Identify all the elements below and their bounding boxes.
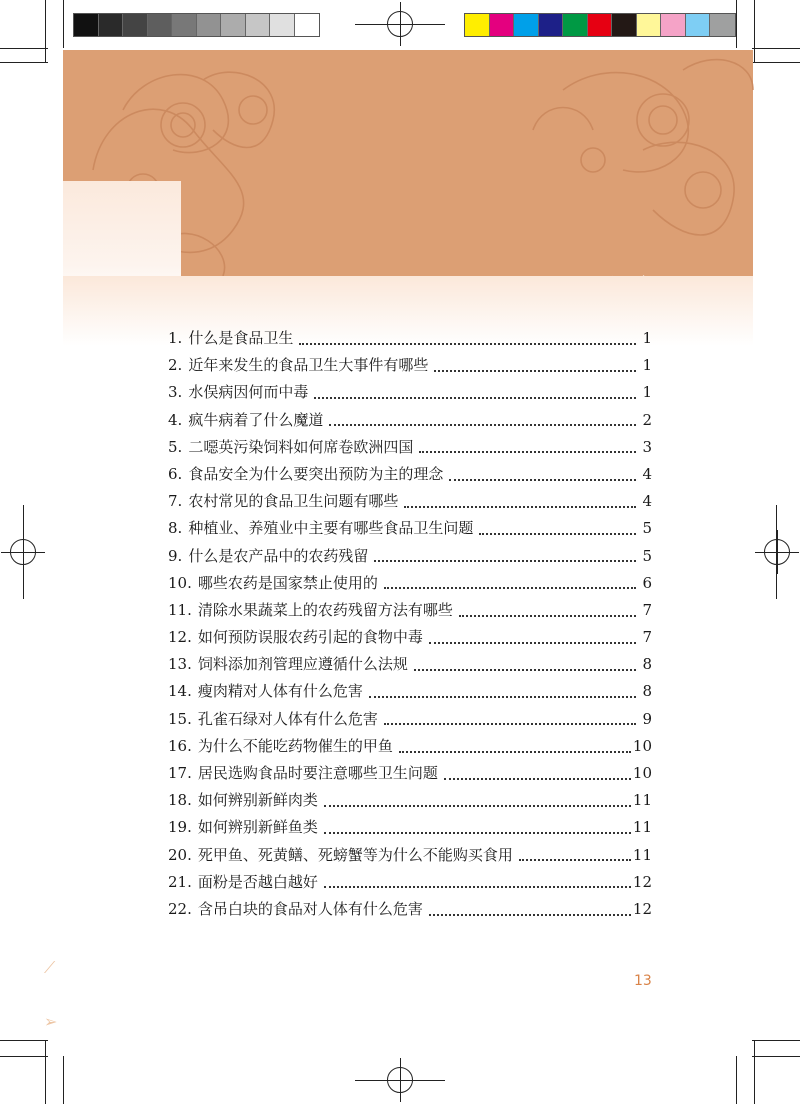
toc-entry[interactable] [168, 599, 652, 626]
toc-entry-title: 什么是农产品中的农药残留 [188, 546, 369, 565]
toc-entry-title: 孔雀石绿对人体有什么危害 [197, 709, 378, 728]
toc-entry-number: 9. [168, 546, 183, 565]
toc-entry-page: 10 [632, 736, 652, 755]
color-swatch [99, 14, 124, 36]
toc-entry-title: 如何辨别新鲜鱼类 [197, 818, 318, 837]
crop-mark [45, 0, 46, 62]
toc-leader-dots [519, 851, 631, 861]
toc-entry-page: 2 [642, 410, 652, 429]
toc-entry-title: 瘦肉精对人体有什么危害 [197, 682, 363, 701]
toc-entry[interactable] [168, 708, 652, 735]
toc-entry[interactable] [168, 626, 652, 653]
toc-leader-dots [299, 334, 636, 344]
color-swatch [246, 14, 271, 36]
toc-entry[interactable] [168, 898, 652, 925]
color-swatch [588, 14, 613, 36]
toc-entry-number: 13. [168, 655, 192, 674]
toc-entry-page: 4 [642, 492, 652, 511]
color-swatch [270, 14, 295, 36]
toc-entry[interactable] [168, 680, 652, 707]
color-swatch [148, 14, 173, 36]
color-swatch [295, 14, 320, 36]
color-swatch [514, 14, 539, 36]
crop-mark [0, 1056, 48, 1057]
toc-entry-page: 3 [642, 437, 652, 456]
toc-entry[interactable] [168, 844, 652, 871]
toc-leader-dots [404, 498, 636, 508]
toc-leader-dots [384, 579, 636, 589]
toc-leader-dots [429, 905, 631, 915]
toc-entry-number: 4. [168, 410, 183, 429]
toc-leader-dots [399, 742, 631, 752]
crop-mark [736, 0, 737, 48]
color-swatch [612, 14, 637, 36]
toc-entry-number: 10. [168, 573, 192, 592]
leaf-decoration-icon: ⟋ [44, 958, 56, 977]
crop-mark [0, 62, 48, 63]
toc-entry-title: 饲料添加剂管理应遵循什么法规 [197, 655, 408, 674]
color-swatch [563, 14, 588, 36]
crop-mark [752, 48, 800, 49]
toc-entry-number: 3. [168, 383, 183, 402]
toc-entry-title: 如何预防误服农药引起的食物中毒 [197, 628, 423, 647]
toc-entry-number: 20. [168, 845, 192, 864]
toc-entry-number: 19. [168, 818, 192, 837]
toc-entry-page: 1 [642, 329, 652, 347]
color-swatch [221, 14, 246, 36]
crop-mark [754, 1040, 755, 1104]
toc-entry-title: 如何辨别新鲜肉类 [197, 791, 318, 810]
toc-entry-title: 清除水果蔬菜上的农药残留方法有哪些 [197, 600, 453, 619]
toc-leader-dots [369, 688, 636, 698]
toc-entry-number: 7. [168, 492, 183, 511]
toc-entry-page: 9 [642, 709, 652, 728]
toc-entry[interactable] [168, 653, 652, 680]
toc-leader-dots [324, 797, 631, 807]
color-swatch [465, 14, 490, 36]
toc-entry-page: 11 [632, 791, 652, 810]
page-number: 13 [634, 973, 652, 989]
toc-entry-number: 11. [168, 600, 192, 619]
crop-mark [752, 62, 800, 63]
toc-entry-title: 农村常见的食品卫生问题有哪些 [188, 492, 399, 511]
color-swatch [74, 14, 99, 36]
toc-entry-page: 7 [642, 628, 652, 647]
toc-entry-number: 6. [168, 464, 183, 483]
table-of-contents [168, 327, 652, 925]
crop-mark [63, 1056, 64, 1104]
crop-mark [0, 1040, 48, 1041]
toc-leader-dots [324, 878, 631, 888]
toc-leader-dots [374, 552, 636, 562]
toc-entry-title: 哪些农药是国家禁止使用的 [197, 573, 378, 592]
toc-entry-page: 7 [642, 600, 652, 619]
toc-leader-dots [444, 769, 631, 779]
toc-entry-page: 11 [632, 818, 652, 837]
toc-entry-page: 1 [642, 356, 652, 375]
toc-entry-number: 15. [168, 709, 192, 728]
toc-entry-page: 5 [642, 519, 652, 538]
crop-mark [355, 24, 445, 25]
toc-entry-title: 面粉是否越白越好 [197, 872, 318, 891]
crop-mark [355, 1080, 445, 1081]
toc-entry[interactable] [168, 490, 652, 517]
color-swatch [123, 14, 148, 36]
toc-entry-number: 14. [168, 682, 192, 701]
leaf-decoration-icon: ➢ [44, 1012, 58, 1031]
toc-entry-title: 近年来发生的食品卫生大事件有哪些 [188, 356, 429, 375]
toc-entry-page: 12 [632, 899, 652, 918]
crop-mark [45, 1040, 46, 1104]
toc-entry-page: 8 [642, 682, 652, 701]
toc-leader-dots [449, 470, 636, 480]
color-swatch [172, 14, 197, 36]
toc-entry[interactable] [168, 789, 652, 816]
color-swatch [539, 14, 564, 36]
toc-entry-page: 1 [642, 383, 652, 402]
toc-entry[interactable] [168, 762, 652, 789]
toc-entry-page: 5 [642, 546, 652, 565]
color-swatch [197, 14, 222, 36]
toc-entry-number: 5. [168, 437, 183, 456]
toc-entry[interactable] [168, 735, 652, 762]
color-swatch [686, 14, 711, 36]
crop-mark [0, 48, 48, 49]
toc-entry[interactable] [168, 545, 652, 572]
toc-entry[interactable] [168, 816, 652, 843]
toc-entry-page: 11 [632, 845, 652, 864]
toc-entry-number: 17. [168, 764, 192, 782]
toc-entry-number: 16. [168, 736, 192, 755]
toc-entry-title: 水俣病因何而中毒 [188, 383, 309, 402]
toc-entry-title: 食品安全为什么要突出预防为主的理念 [188, 464, 444, 483]
crop-mark [23, 505, 24, 599]
toc-entry[interactable] [168, 463, 652, 490]
toc-entry-page: 6 [642, 573, 652, 592]
toc-leader-dots [314, 389, 636, 399]
grayscale-bar [73, 13, 320, 37]
toc-entry-number: 2. [168, 356, 183, 375]
toc-entry-title: 死甲鱼、死黄鳝、死螃蟹等为什么不能购买食用 [197, 845, 513, 864]
toc-leader-dots [479, 525, 636, 535]
toc-entry-title: 疯牛病着了什么魔道 [188, 410, 324, 429]
toc-entry-number: 22. [168, 899, 192, 918]
toc-leader-dots [329, 416, 636, 426]
color-swatch [490, 14, 515, 36]
color-swatch [637, 14, 662, 36]
toc-entry-title: 什么是食品卫生 [188, 329, 294, 347]
toc-entry[interactable] [168, 354, 652, 381]
toc-leader-dots [414, 661, 636, 671]
toc-entry-number: 12. [168, 628, 192, 647]
crop-mark [752, 1056, 800, 1057]
toc-leader-dots [419, 443, 636, 453]
color-swatch [661, 14, 686, 36]
toc-entry[interactable] [168, 871, 652, 898]
toc-entry-title: 居民选购食品时要注意哪些卫生问题 [197, 764, 438, 782]
crop-mark [736, 1056, 737, 1104]
toc-entry[interactable] [168, 381, 652, 408]
toc-entry-title: 二噁英污染饲料如何席卷欧洲四国 [188, 437, 414, 456]
toc-entry-page: 4 [642, 464, 652, 483]
toc-entry-title: 为什么不能吃药物催生的甲鱼 [197, 736, 393, 755]
toc-entry[interactable] [168, 436, 652, 463]
color-bar [464, 13, 736, 37]
toc-entry[interactable] [168, 517, 652, 544]
toc-entry-title: 种植业、养殖业中主要有哪些食品卫生问题 [188, 519, 474, 538]
crop-mark [752, 1040, 800, 1041]
toc-leader-dots [324, 824, 631, 834]
toc-leader-dots [434, 362, 636, 372]
toc-entry-page: 8 [642, 655, 652, 674]
toc-leader-dots [429, 634, 636, 644]
toc-entry-number: 18. [168, 791, 192, 810]
toc-entry-page: 12 [632, 872, 652, 891]
toc-entry-number: 8. [168, 519, 183, 538]
toc-entry-title: 含吊白块的食品对人体有什么危害 [197, 899, 423, 918]
crop-mark [776, 505, 777, 599]
toc-entry-number: 21. [168, 872, 192, 891]
toc-entry[interactable] [168, 327, 652, 354]
toc-leader-dots [384, 715, 636, 725]
toc-entry-page: 10 [632, 764, 652, 782]
toc-entry[interactable] [168, 409, 652, 436]
toc-entry[interactable] [168, 572, 652, 599]
toc-entry-number: 1. [168, 329, 183, 347]
crop-mark [63, 0, 64, 48]
toc-leader-dots [459, 606, 636, 616]
crop-mark [754, 0, 755, 62]
color-swatch [710, 14, 735, 36]
